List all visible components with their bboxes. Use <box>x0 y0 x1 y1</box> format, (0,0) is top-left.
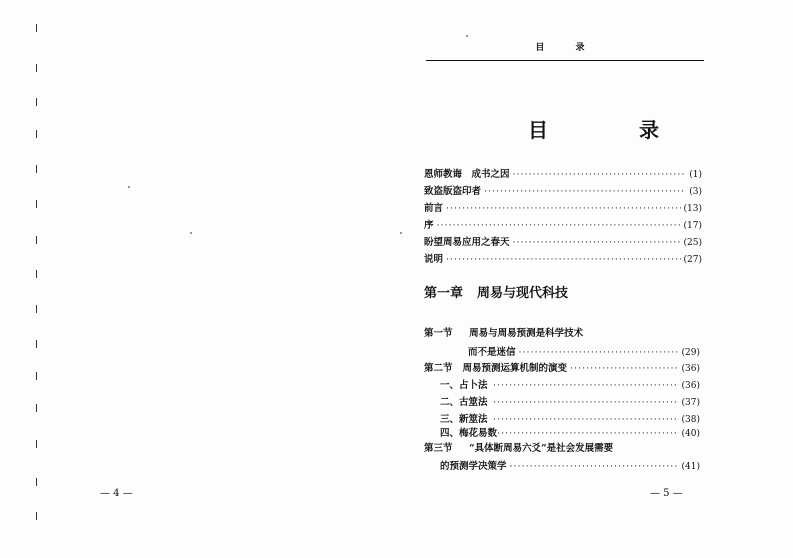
scan-mark <box>36 478 43 486</box>
scan-mark <box>36 24 43 32</box>
toc-entry[interactable] <box>424 200 702 214</box>
section-title: 周易预测运算机制的演变 <box>462 363 568 374</box>
toc-entry-title: 说明 <box>424 254 444 265</box>
toc-entry[interactable] <box>424 217 702 231</box>
scan-mark <box>36 130 43 138</box>
toc-section-2[interactable] <box>424 360 700 374</box>
leader-dots <box>484 186 686 197</box>
running-header: 目 录 <box>535 43 599 53</box>
header-rule <box>426 60 704 61</box>
scan-mark <box>36 440 43 448</box>
page-number-right: — 5 — <box>650 488 683 499</box>
toc-entry-page: (40) <box>681 429 700 439</box>
left-page <box>0 0 396 558</box>
leader-dots <box>513 169 687 180</box>
chapter-heading[interactable] <box>424 282 568 301</box>
toc-entry-title: 盼望周易应用之春天 <box>424 237 510 248</box>
toc-entry-title: 序 <box>424 220 434 231</box>
leader-dots <box>446 203 681 214</box>
toc-subsection[interactable] <box>440 425 700 439</box>
scan-mark <box>36 512 43 520</box>
toc-title: 目 录 <box>528 118 701 142</box>
subsection-title: 二、古筮法 <box>440 397 488 408</box>
scan-mark <box>36 98 43 106</box>
toc-entry-page: (27) <box>683 255 702 265</box>
toc-entry[interactable] <box>424 183 702 197</box>
leader-dots <box>513 237 681 248</box>
leader-dots <box>570 363 678 374</box>
section-title: “具体断周易六爻”是社会发展需要 <box>469 443 614 454</box>
toc-section-3-cont[interactable] <box>440 458 700 472</box>
toc-entry-page: (41) <box>681 462 700 472</box>
toc-entry-page: (17) <box>683 221 702 231</box>
toc-section-1-cont[interactable] <box>468 344 700 358</box>
chapter-title: 周易与现代科技 <box>477 286 569 301</box>
toc-entry-page: (1) <box>689 170 702 180</box>
section-title-cont: 而不是迷信 <box>468 347 516 358</box>
toc-subsection[interactable] <box>440 394 700 408</box>
leader-dots <box>510 461 679 472</box>
toc-entry-page: (29) <box>681 348 700 358</box>
scan-mark <box>36 236 43 244</box>
toc-section-1[interactable] <box>424 325 583 339</box>
scan-speck <box>400 232 402 234</box>
section-label: 第二节 <box>424 363 453 374</box>
subsection-title: 三、新筮法 <box>440 414 488 425</box>
toc-entry-page: (3) <box>689 187 702 197</box>
scan-speck <box>466 35 468 37</box>
leader-dots <box>446 254 681 265</box>
scan-speck <box>190 232 192 234</box>
toc-entry-page: (38) <box>681 415 700 425</box>
scan-mark <box>36 270 43 278</box>
chapter-label: 第一章 <box>424 286 464 301</box>
section-label: 第三节 <box>424 443 453 454</box>
toc-entry-title: 恩师教诲 成书之因 <box>424 169 510 180</box>
toc-entry-page: (13) <box>683 204 702 214</box>
toc-entry-page: (36) <box>681 381 700 391</box>
toc-entry-title: 前言 <box>424 203 444 214</box>
leader-dots <box>437 220 681 231</box>
scan-mark <box>36 64 43 72</box>
section-title-cont: 的预测学决策学 <box>440 461 507 472</box>
toc-entry-page: (25) <box>683 238 702 248</box>
leader-dots <box>493 428 679 439</box>
scan-speck <box>128 186 130 188</box>
toc-entry-title: 致盗版盗印者 <box>424 186 482 197</box>
scan-mark <box>36 305 43 313</box>
toc-entry-page: (37) <box>681 398 700 408</box>
toc-entry[interactable] <box>424 234 702 248</box>
toc-subsection[interactable] <box>440 411 700 425</box>
scan-mark <box>36 200 43 208</box>
toc-entry-page: (36) <box>681 364 700 374</box>
leader-dots <box>519 347 679 358</box>
section-title: 周易与周易预测是科学技术 <box>469 328 584 339</box>
subsection-title: 一、占卜法 <box>440 380 488 391</box>
scan-mark <box>36 372 43 380</box>
scan-mark <box>36 165 43 173</box>
toc-section-3[interactable] <box>424 440 613 454</box>
right-page <box>396 0 793 558</box>
leader-dots <box>493 414 679 425</box>
leader-dots <box>493 380 679 391</box>
section-label: 第一节 <box>424 328 453 339</box>
scan-mark <box>36 404 43 412</box>
toc-entry[interactable] <box>424 251 702 265</box>
leader-dots <box>493 397 679 408</box>
scan-mark <box>36 340 43 348</box>
toc-entry[interactable] <box>424 166 702 180</box>
toc-subsection[interactable] <box>440 377 700 391</box>
page-number-left: — 4 — <box>100 488 133 499</box>
subsection-title: 四、梅花易数 <box>440 428 498 439</box>
